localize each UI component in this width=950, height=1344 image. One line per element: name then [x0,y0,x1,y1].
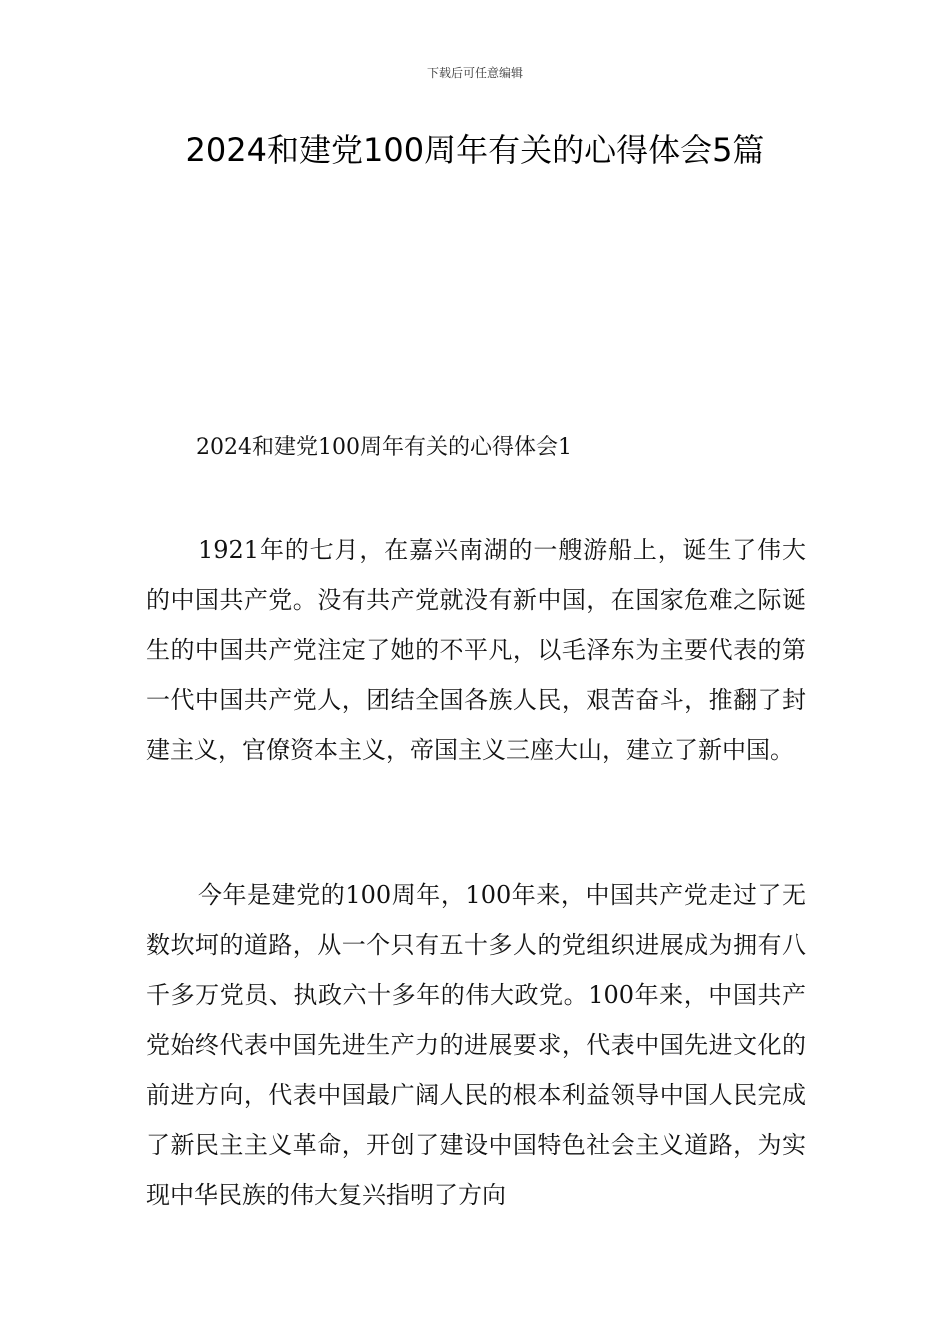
section-title: 2024和建党100周年有关的心得体会1 [196,435,572,460]
document-title: 2024和建党100周年有关的心得体会5篇 [185,131,765,169]
paragraph-2: 今年是建党的100周年，100年来，中国共产党走过了无数坎坷的道路，从一个只有五十多人的党组织进展成为拥有八千多万党员、执政六十多年的伟大政党。100年来，中国共产党始终代表中国先进生产力的进展要求，代表中国先进文化的前进方向，代表中国最广阔人民的根本利益领导中国人民完成了新民主主义革命，开创了建设中国特色社会主义道路，为实现中华民族的伟大复兴指明了方向 [146,881,806,1209]
header-note: 下载后可任意编辑 [426,66,523,80]
paragraph-1: 1921年的七月，在嘉兴南湖的一艘游船上，诞生了伟大的中国共产党。没有共产党就没有新中国，在国家危难之际诞生的中国共产党注定了她的不平凡，以毛泽东为主要代表的第一代中国共产党人，团结全国各族人民，艰苦奋斗，推翻了封建主义，官僚资本主义，帝国主义三座大山，建立了新中国。 [146,536,806,764]
